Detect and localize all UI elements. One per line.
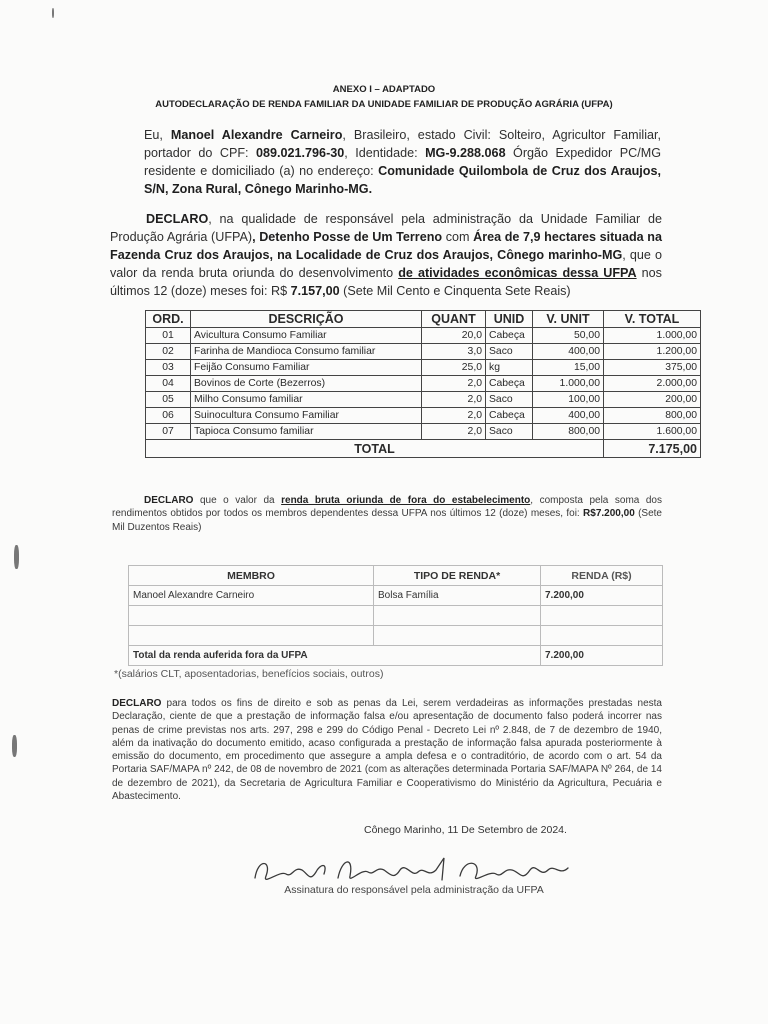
address: Comunidade Quilombola de Cruz dos Araujos, S/N, Zona Rural, Cônego Marinho-MG. [144, 164, 662, 196]
id-number: MG-9.288.068 [425, 146, 506, 160]
col-renda: RENDA (R$) [541, 566, 663, 586]
col-unid: UNID [486, 311, 533, 328]
external-income-value: R$7.200,00 [583, 508, 635, 520]
land-area: Área de 7,9 hectares situada na Fazenda Cruz dos Araujos, na Localidade de Cruz dos Araujos, Cônego marinho-MG [110, 230, 662, 262]
table-total-row [146, 440, 701, 458]
income-total-row: Total da renda auferida fora da UFPA 7.200,00 [129, 646, 663, 666]
total-value: 7.175,00 [604, 440, 701, 458]
col-vunit: V. UNIT [533, 311, 604, 328]
production-table [145, 310, 701, 458]
declared-value: 7.157,00 [290, 284, 340, 298]
table-row: 03 Feijão Consumo Familiar 25,0 kg 15,00 375,00 [146, 360, 701, 376]
table-row: Manoel Alexandre Carneiro Bolsa Família 7.200,00 [129, 586, 663, 606]
scan-mark [52, 8, 54, 18]
income-footnote: *(salários CLT, aposentadorias, benefícios sociais, outros) [114, 668, 384, 680]
signature-label: Assinatura do responsável pela administração da UFPA [284, 884, 544, 896]
annex-title: ANEXO I – ADAPTADO [332, 84, 436, 95]
declaration-farm-income: DECLARO, na qualidade de responsável pela administração da Unidade Familiar de Produção Agrária (UFPA), Detenho Posse de Um Terreno com Área de 7,9 hectares situada na Fazenda Cruz dos Araujos, na Localidade de Cruz dos Araujos, Cônego marinho-MG, que o valor da renda bruta oriunda do desenvolvimento de atividades econômicas dessa UFPA nos últimos 12 (doze) meses foi: R$ 7.157,00 (Sete Mil Cento e Cinquenta Sete Reais) [110, 212, 662, 298]
col-vtotal: V. TOTAL [604, 311, 701, 328]
col-quant: QUANT [422, 311, 486, 328]
income-table [128, 565, 663, 666]
intro-paragraph: Eu, Manoel Alexandre Carneiro, Brasileiro, estado Civil: Solteiro, Agricultor Familiar, portador do CPF: 089.021.796-30, Identidade: MG-9.288.068 Órgão Expedidor PC/MG residente e domiciliado (a) no endereço: Comunidade Quilombola de Cruz dos Araujos, S/N, Zona Rural, Cônego Marinho-MG. [144, 128, 662, 196]
col-membro: MEMBRO [129, 566, 374, 586]
table-row: 06 Suinocultura Consumo Familiar 2,0 Cabeça 400,00 800,00 [146, 408, 701, 424]
scan-mark [14, 545, 19, 569]
table-row: 07 Tapioca Consumo familiar 2,0 Saco 800,00 1.600,00 [146, 424, 701, 440]
col-tipo-renda: TIPO DE RENDA* [374, 566, 541, 586]
declarant-name: Manoel Alexandre Carneiro [170, 128, 343, 142]
cpf-number: 089.021.796-30 [256, 146, 345, 160]
declaration-truthfulness: DECLARO para todos os fins de direito e sob as penas da Lei, serem verdadeiras as informações prestadas nesta Declaração, ciente de que a prestação de informação falsa e/ou apresentação de documento falso poderá incorrer nas penas de crime previstas nos arts. 297, 298 e 299 do Código Penal - Decreto Lei nº 2.848, de 7 de dezembro de 1940, além da inativação do documento emitido, acaso configurada a prestação de informação falsa apurada posteriormente à emissão do documento, em procedimento que assegure a ampla defesa e o contraditório, de acordo com o art. 54 da Portaria SAF/MAPA nº 242, de 08 de novembro de 2021 (com as alterações determinada Portaria SAF/MAPA Nº 264, de 14 de dezembro de 2021), da Secretaria de Agricultura Familiar e Cooperativismo do Ministério da Agricultura, Pecuária e Abastecimento. [112, 698, 662, 803]
table-row [129, 606, 663, 626]
col-ord: ORD. [146, 311, 191, 328]
total-label: TOTAL [146, 440, 604, 458]
col-descricao: DESCRIÇÃO [191, 311, 422, 328]
document-title: AUTODECLARAÇÃO DE RENDA FAMILIAR DA UNIDADE FAMILIAR DE PRODUÇÃO AGRÁRIA (UFPA) [155, 99, 613, 110]
place-date: Cônego Marinho, 11 De Setembro de 2024. [364, 824, 567, 836]
table-row [129, 626, 663, 646]
table-row: 02 Farinha de Mandioca Consumo familiar 3,0 Saco 400,00 1.200,00 [146, 344, 701, 360]
table-row: 04 Bovinos de Corte (Bezerros) 2,0 Cabeça 1.000,00 2.000,00 [146, 376, 701, 392]
scan-mark [12, 735, 17, 757]
declaration-external-income: DECLARO que o valor da renda bruta oriunda de fora do estabelecimento, composta pela soma dos rendimentos obtidos por todos os membros dependentes dessa UFPA nos últimos 12 (doze) meses, foi: R$7.200,00 (Sete Mil Duzentos Reais) [112, 495, 662, 533]
table-row: 01 Avicultura Consumo Familiar 20,0 Cabeça 50,00 1.000,00 [146, 328, 701, 344]
table-row: 05 Milho Consumo familiar 2,0 Saco 100,00 200,00 [146, 392, 701, 408]
